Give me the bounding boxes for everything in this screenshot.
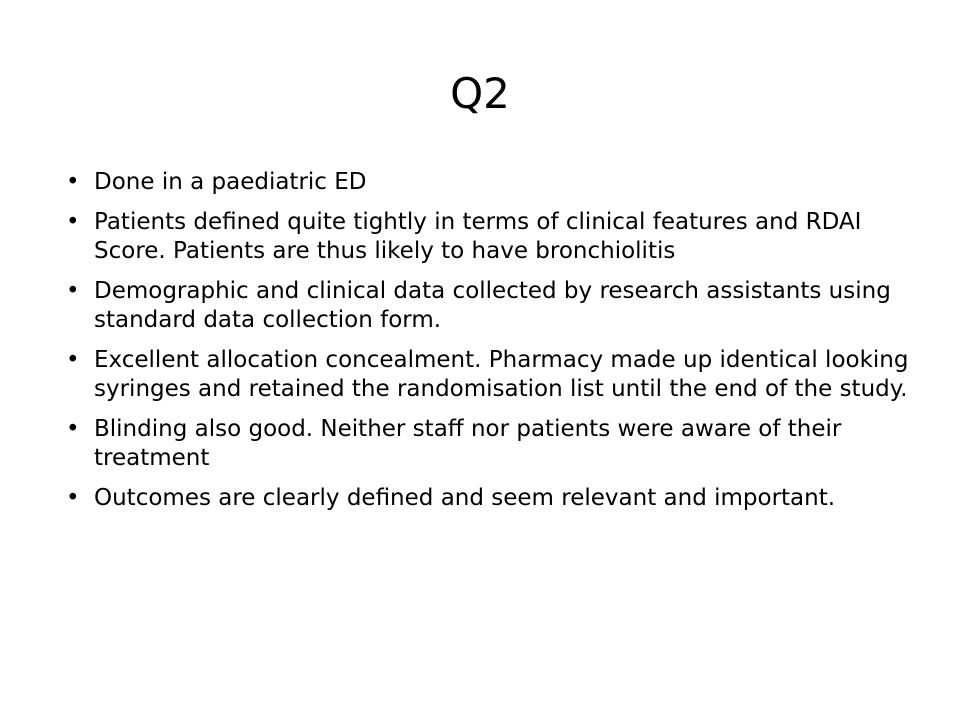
bullet-text: Patients defined quite tightly in terms of clinical features and RDAI Score. Patients are thus likely to have bronchiolitis [94,209,862,264]
bullet-item [66,277,912,335]
bullet-item [66,415,912,473]
bullet-marker: • [66,169,80,195]
bullet-text: Excellent allocation concealment. Pharmacy made up identical looking syringes and retained the randomisation list until the end of the study. [94,347,909,402]
bullet-marker: • [66,347,80,373]
bullet-text: Blinding also good. Neither staff nor patients were aware of their treatment [94,416,842,471]
bullet-item [66,346,912,404]
bullet-marker: • [66,278,80,304]
bullet-text: Outcomes are clearly defined and seem relevant and important. [94,485,836,511]
bullet-item [66,484,912,513]
bullet-marker: • [66,485,80,511]
bullet-marker: • [66,416,80,442]
slide-title: Q2 [450,69,510,118]
bullet-marker: • [66,209,80,235]
bullet-item [66,208,912,266]
bullet-text: Done in a paediatric ED [94,169,367,195]
bullet-text: Demographic and clinical data collected by research assistants using standard data collection form. [94,278,891,333]
bullet-list [66,168,912,524]
bullet-item [66,168,912,197]
